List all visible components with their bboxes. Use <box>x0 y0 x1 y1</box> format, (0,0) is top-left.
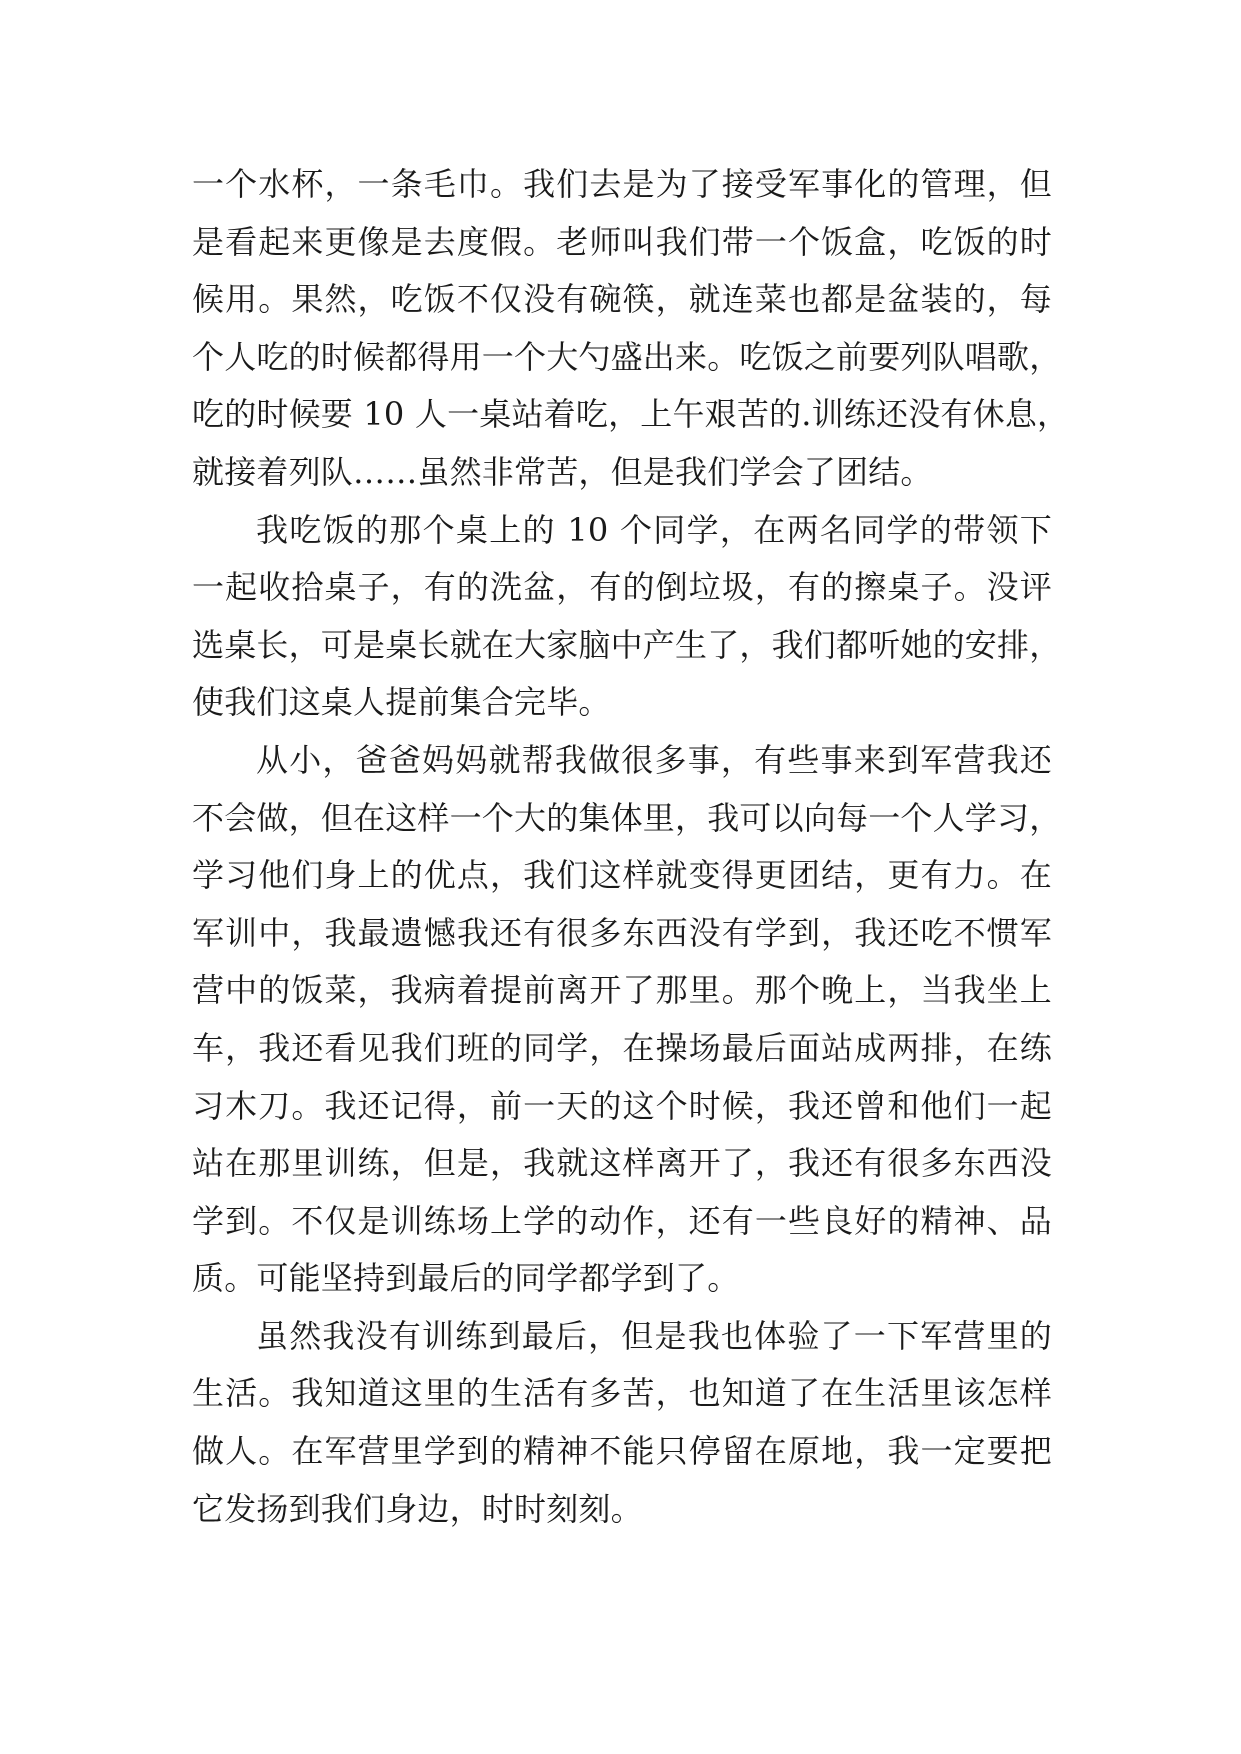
text-line: 使我们这桌人提前集合完毕。 <box>192 683 611 722</box>
paragraph-4 <box>192 1308 1052 1538</box>
text-line: 做人。在军营里学到的精神不能只停留在原地，我一定要把 <box>192 1432 1052 1471</box>
text-line: 学到。不仅是训练场上学的动作，还有一些良好的精神、品 <box>192 1201 1052 1240</box>
text-line: 质。可能坚持到最后的同学都学到了。 <box>192 1259 740 1298</box>
text-line: 生活。我知道这里的生活有多苦，也知道了在生活里该怎样 <box>192 1374 1052 1413</box>
text-line: 是看起来更像是去度假。老师叫我们带一个饭盒，吃饭的时 <box>192 222 1052 261</box>
document-body <box>192 156 1070 1538</box>
text-line: 虽然我没有训练到最后，但是我也体验了一下军营里的 <box>256 1316 1052 1355</box>
text-line: 选桌长，可是桌长就在大家脑中产生了，我们都听她的安排， <box>192 625 1062 664</box>
text-line: 个人吃的时候都得用一个大勺盛出来。吃饭之前要列队唱歌， <box>192 337 1062 376</box>
text-line: 营中的饭菜，我病着提前离开了那里。那个晚上，当我坐上 <box>192 971 1052 1010</box>
text-line: 我吃饭的那个桌上的 10 个同学，在两名同学的带领下 <box>256 510 1052 549</box>
text-line: 一个水杯，一条毛巾。我们去是为了接受军事化的管理，但 <box>192 165 1052 203</box>
text-line: 站在那里训练，但是，我就这样离开了，我还有很多东西没 <box>192 1144 1052 1183</box>
text-line: 一起收拾桌子，有的洗盆，有的倒垃圾，有的擦桌子。没评 <box>192 568 1052 607</box>
paragraph-1 <box>192 156 1070 502</box>
paragraph-3 <box>192 732 1062 1308</box>
text-line: 军训中，我最遗憾我还有很多东西没有学到，我还吃不惯军 <box>192 913 1052 952</box>
text-line: 候用。果然，吃饭不仅没有碗筷，就连菜也都是盆装的，每 <box>192 280 1052 319</box>
text-line: 就接着列队……虽然非常苦，但是我们学会了团结。 <box>192 452 933 491</box>
text-line: 学习他们身上的优点，我们这样就变得更团结，更有力。在 <box>192 856 1052 895</box>
text-line: 习木刀。我还记得，前一天的这个时候，我还曾和他们一起 <box>192 1086 1052 1125</box>
text-line: 吃的时候要 10 人一桌站着吃，上午艰苦的.训练还没有休息， <box>192 395 1070 434</box>
paragraph-2 <box>192 502 1062 732</box>
text-line: 不会做，但在这样一个大的集体里，我可以向每一个人学习， <box>192 798 1062 837</box>
text-line: 车，我还看见我们班的同学，在操场最后面站成两排，在练 <box>192 1028 1052 1067</box>
text-line: 它发扬到我们身边，时时刻刻。 <box>192 1489 643 1528</box>
text-line: 从小，爸爸妈妈就帮我做很多事，有些事来到军营我还 <box>256 740 1052 779</box>
